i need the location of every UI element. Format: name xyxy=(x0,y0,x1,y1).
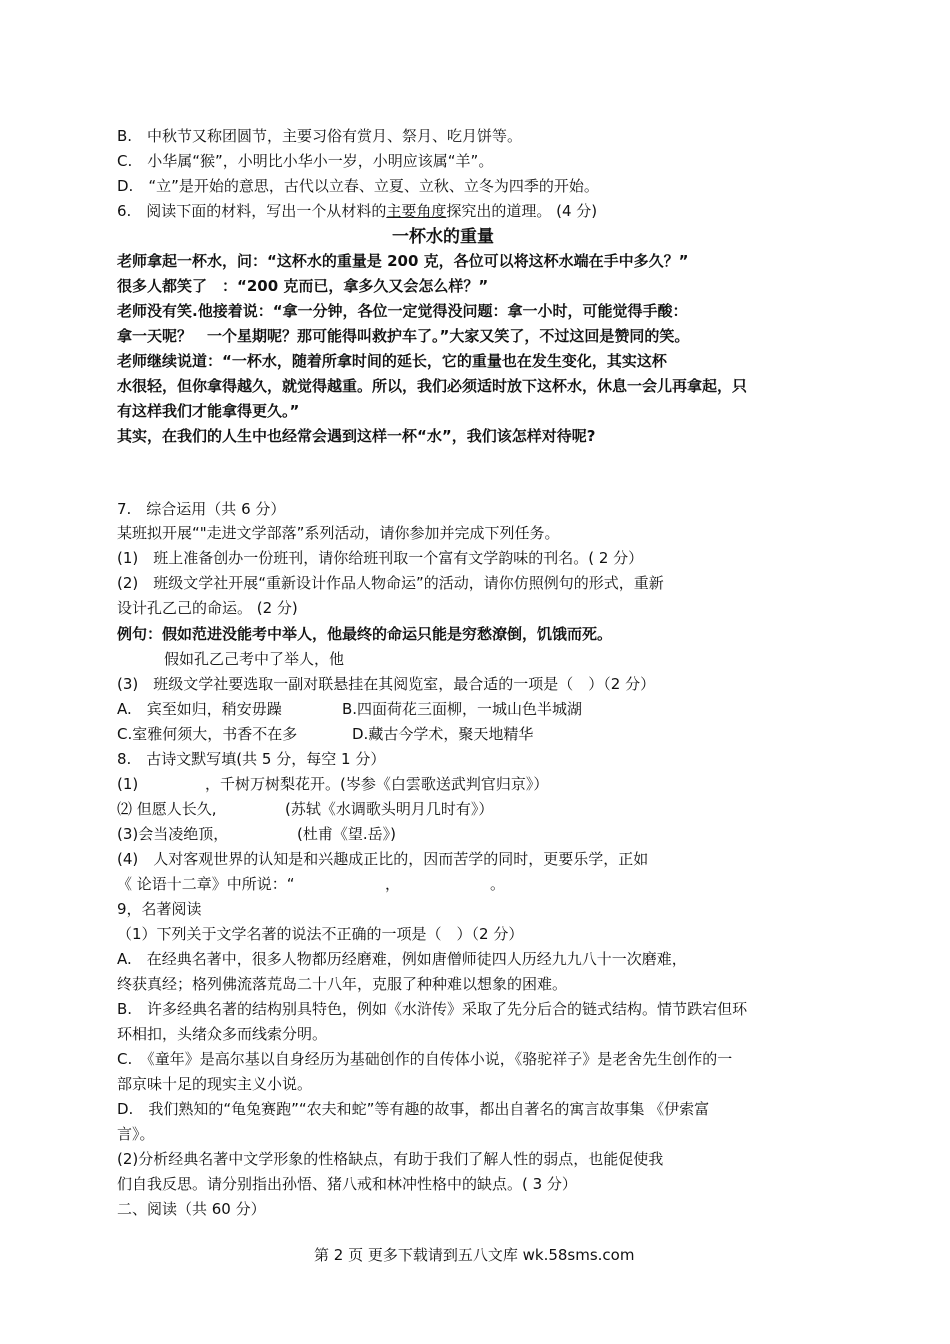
question-8-3-text: (3)会当凌绝顶， xyxy=(117,825,229,843)
question-7-2a: (2) 班级文学社开展“重新设计作品人物命运”的活动，请你仿照例句的形式，重新 xyxy=(117,574,664,592)
question-6 xyxy=(117,200,597,222)
question-8-3-source: (杜甫《望.岳》) xyxy=(297,825,396,843)
kong-yiji-prompt: 假如孔乙己考中了举人，他 xyxy=(164,650,345,668)
question-7-1: (1) 班上准备创办一份班刊，请你给班刊取一个富有文学韵味的刊名。( 2 分） xyxy=(117,549,644,567)
classic-option-b-2: 环相扣，头绪众多而线索分明。 xyxy=(117,1025,328,1043)
question-8-4-comma: ， xyxy=(385,875,401,893)
question-6-text-a: 6. 阅读下面的材料，写出一个从材料的 xyxy=(117,202,387,220)
question-6-underlined: 主要角度 xyxy=(386,202,447,220)
question-9-2b: 们自我反思。请分别指出孙悟、猪八戒和林冲性格中的缺点。( 3 分） xyxy=(117,1175,577,1193)
question-7-intro: 某班拟开展“"走进文学部落”系列活动，请你参加并完成下列任务。 xyxy=(117,524,560,542)
page-footer: 第 2 页 更多下载请到五八文库 wk.58sms.com xyxy=(314,1246,635,1264)
question-8-1-label: (1) xyxy=(117,775,139,793)
question-8-4-quote: 《 论语十二章》中所说：“ xyxy=(117,875,295,893)
question-8-2-source: (苏轼《水调歌头明月几时有》） xyxy=(285,800,494,818)
question-7-3: (3) 班级文学社要选取一副对联悬挂在其阅览室，最合适的一项是（ ）（2 分） xyxy=(117,675,656,693)
story-line-2: 很多人都笑了 ：“200 克而已，拿多久又会怎么样？” xyxy=(117,277,489,295)
option-c-zodiac: C. 小华属“猴”，小明比小华小一岁，小明应该属“羊”。 xyxy=(117,152,494,170)
couplet-option-d: D.藏古今学术，聚天地精华 xyxy=(352,725,534,743)
classic-option-a-2: 终获真经；格列佛流落荒岛二十八年，克服了种种难以想象的困难。 xyxy=(117,975,568,993)
question-9-2a: (2)分析经典名著中文学形象的性格缺点，有助于我们了解人性的弱点，也能促使我 xyxy=(117,1150,664,1168)
question-6-text-b: 探究出的道理。 (4 分) xyxy=(446,202,598,220)
question-7-heading: 7. 综合运用（共 6 分） xyxy=(117,500,286,518)
story-line-6: 水很轻，但你拿得越久，就觉得越重。所以，我们必须适时放下这杯水，休息一会儿再拿起，只 xyxy=(117,377,748,395)
section-2-heading: 二、阅读（共 60 分） xyxy=(117,1200,266,1218)
couplet-option-c: C.室雅何须大，书香不在多 xyxy=(117,725,298,743)
couplet-option-a: A. 宾至如归，稍安毋躁 xyxy=(117,700,282,718)
story-line-1: 老师拿起一杯水，问：“这杯水的重量是 200 克，各位可以将这杯水端在手中多久？” xyxy=(117,252,689,270)
story-title: 一杯水的重量 xyxy=(392,227,494,247)
example-sentence: 例句：假如范进没能考中举人，他最终的命运只能是穷愁潦倒，饥饿而死。 xyxy=(117,625,613,643)
question-7-2b: 设计孔乙己的命运。 (2 分) xyxy=(117,599,298,617)
story-line-3: 老师没有笑.他接着说：“拿一分钟，各位一定觉得没问题：拿一小时，可能觉得手酸： xyxy=(117,302,688,320)
option-b-midautumn: B. 中秋节又称团圆节，主要习俗有赏月、祭月、吃月饼等。 xyxy=(117,127,523,145)
story-line-4: 拿一天呢？ 一个星期呢？那可能得叫救护车了。”大家又笑了，不过这回是赞同的笑。 xyxy=(117,327,690,345)
couplet-option-b: B.四面荷花三面柳，一城山色半城湖 xyxy=(342,700,583,718)
classic-option-b-1: B. 许多经典名著的结构别具特色，例如《水浒传》采取了先分后合的链式结构。情节跌宕但环 xyxy=(117,1000,748,1018)
question-9-heading: 9，名著阅读 xyxy=(117,900,202,918)
question-9-1: （1）下列关于文学名著的说法不正确的一项是（ ）（2 分） xyxy=(117,925,524,943)
option-d-solar-terms: D. “立”是开始的意思，古代以立春、立夏、立秋、立冬为四季的开始。 xyxy=(117,177,599,195)
story-line-7: 有这样我们才能拿得更久。” xyxy=(117,402,300,420)
story-line-8: 其实，在我们的人生中也经常会遇到这样一杯“水”，我们该怎样对待呢? xyxy=(117,427,596,445)
classic-option-d-2: 言》。 xyxy=(117,1125,155,1143)
question-8-1-text: ，千树万树梨花开。(岑参《白雲歌送武判官归京》） xyxy=(205,775,549,793)
classic-option-d-1: D. 我们熟知的“龟兔赛跑”“农夫和蛇”等有趣的故事，都出自著名的寓言故事集 《伊索富 xyxy=(117,1100,710,1118)
question-8-4-end: 。 xyxy=(490,875,506,893)
classic-option-c-2: 部京味十足的现实主义小说。 xyxy=(117,1075,313,1093)
question-8-2-text: ⑵ 但愿人长久, xyxy=(117,800,217,818)
story-line-5: 老师继续说道：“一杯水，随着所拿时间的延长，它的重量也在发生变化，其实这杯 xyxy=(117,352,667,370)
question-8-heading: 8. 古诗文默写填(共 5 分，每空 1 分） xyxy=(117,750,386,768)
classic-option-a-1: A. 在经典名著中，很多人物都历经磨难，例如唐僧师徒四人历经九九八十一次磨难， xyxy=(117,950,687,968)
question-8-4-text: (4) 人对客观世界的认知是和兴趣成正比的，因而苦学的同时，更要乐学，正如 xyxy=(117,850,649,868)
classic-option-c-1: C. 《童年》是高尔基以自身经历为基础创作的自传体小说，《骆驼祥子》是老舍先生创作的一 xyxy=(117,1050,733,1068)
